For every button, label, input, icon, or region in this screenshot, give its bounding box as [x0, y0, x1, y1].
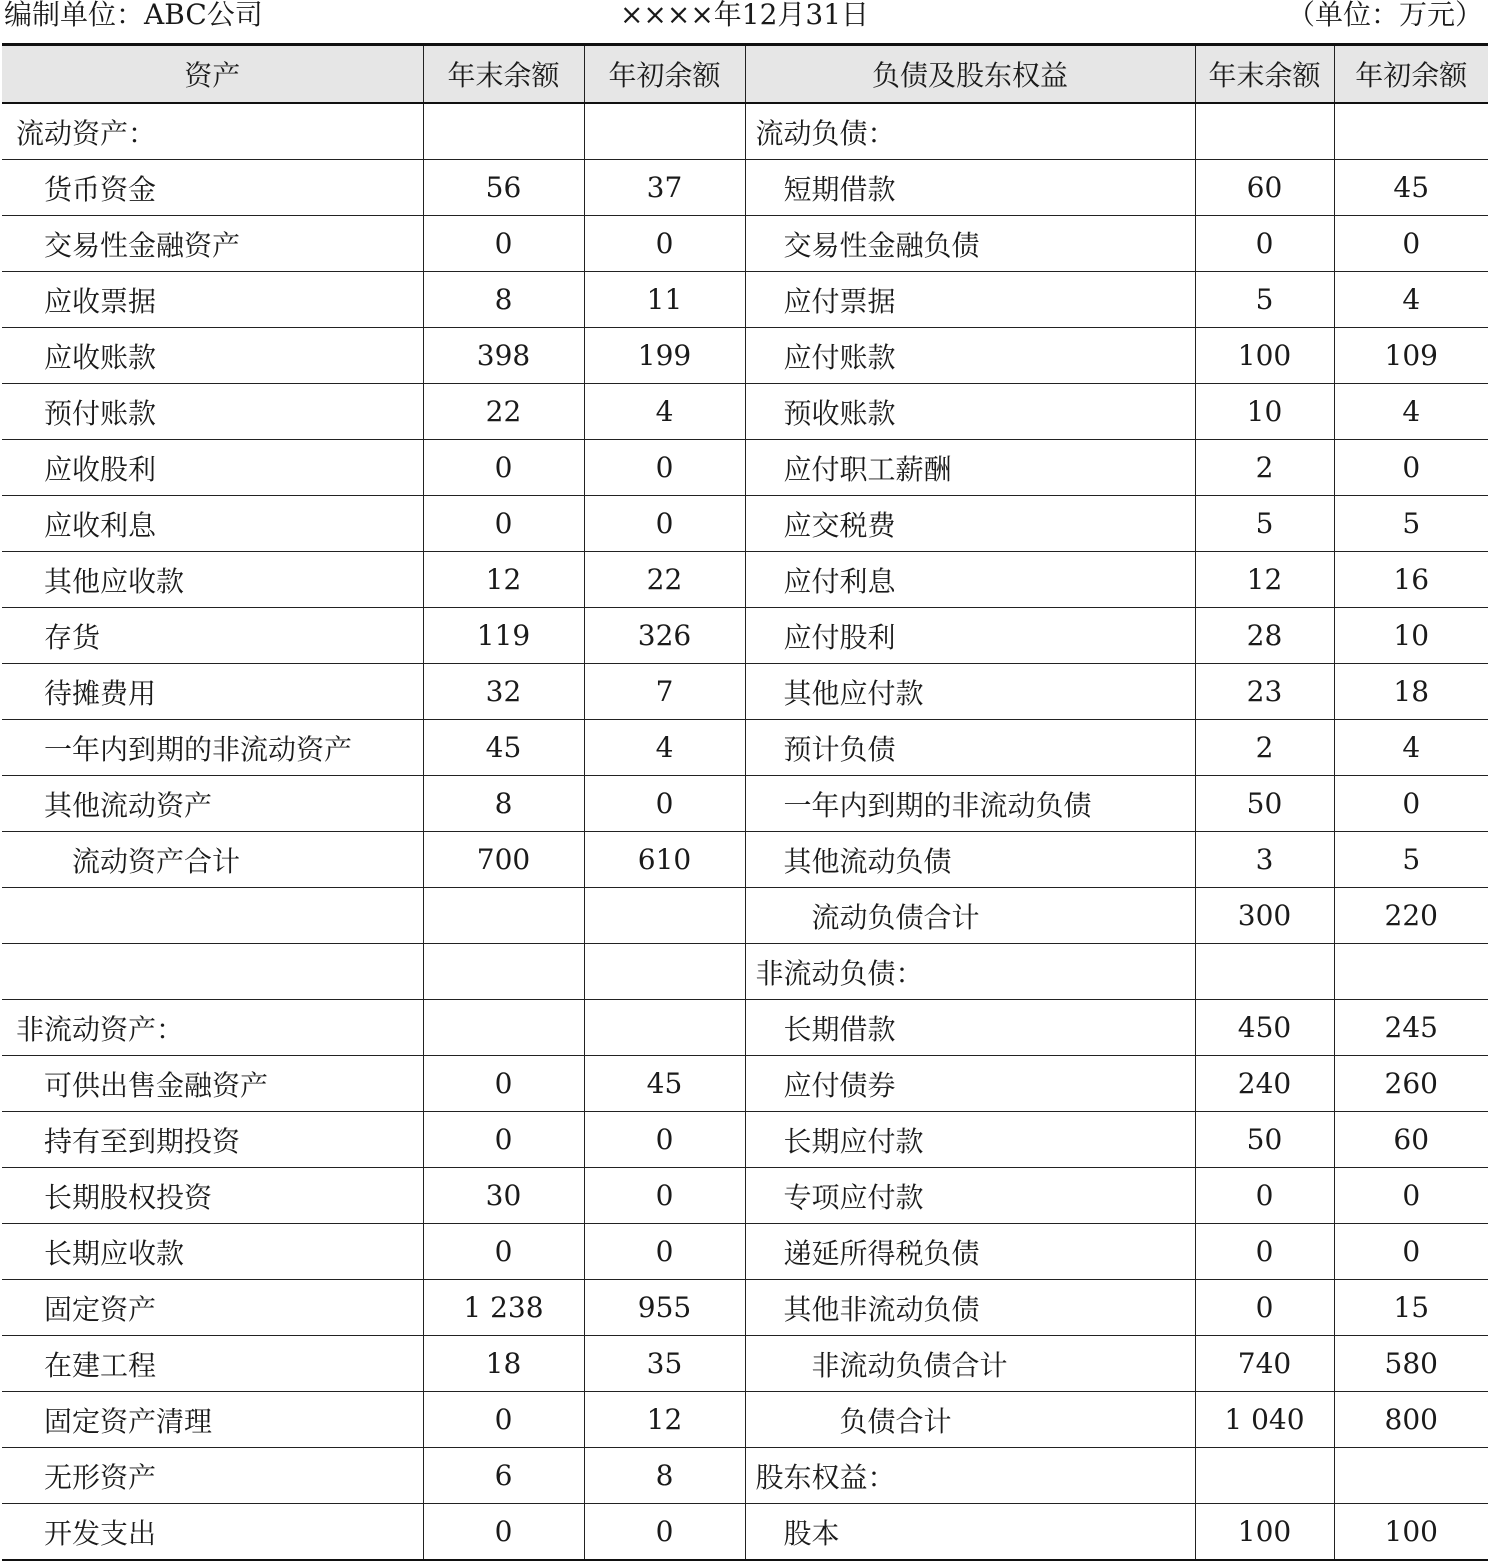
liability-end-value: 100	[1195, 1504, 1334, 1561]
asset-begin-value: 199	[584, 328, 745, 384]
liability-begin-value: 100	[1334, 1504, 1488, 1561]
asset-label: 流动资产：	[2, 103, 423, 160]
liability-label: 应付票据	[745, 272, 1195, 328]
table-row	[2, 103, 1488, 160]
asset-end-value: 8	[423, 776, 584, 832]
asset-label	[2, 944, 423, 1000]
asset-begin-value: 11	[584, 272, 745, 328]
liability-label: 其他流动负债	[745, 832, 1195, 888]
liability-end-value	[1195, 944, 1334, 1000]
liability-begin-value	[1334, 944, 1488, 1000]
liability-begin-value: 109	[1334, 328, 1488, 384]
asset-begin-value: 0	[584, 216, 745, 272]
liability-end-value: 5	[1195, 272, 1334, 328]
liability-end-value: 3	[1195, 832, 1334, 888]
asset-end-value: 0	[423, 1224, 584, 1280]
reporting-entity: 编制单位：ABC公司	[4, 0, 263, 31]
table-row	[2, 1000, 1488, 1056]
asset-begin-value: 0	[584, 776, 745, 832]
table-row	[2, 944, 1488, 1000]
liability-label: 预计负债	[745, 720, 1195, 776]
liability-label: 应付账款	[745, 328, 1195, 384]
asset-end-value: 1 238	[423, 1280, 584, 1336]
liability-begin-value: 15	[1334, 1280, 1488, 1336]
asset-begin-value	[584, 1000, 745, 1056]
asset-begin-value: 610	[584, 832, 745, 888]
liability-label: 非流动负债：	[745, 944, 1195, 1000]
asset-end-value: 119	[423, 608, 584, 664]
table-row	[2, 1280, 1488, 1336]
table-row	[2, 1056, 1488, 1112]
asset-begin-value: 955	[584, 1280, 745, 1336]
liability-begin-value: 0	[1334, 1168, 1488, 1224]
liability-label: 应交税费	[745, 496, 1195, 552]
table-row	[2, 328, 1488, 384]
col-header-liabilities: 负债及股东权益	[745, 45, 1195, 104]
asset-label: 固定资产	[2, 1280, 423, 1336]
liability-label: 应付利息	[745, 552, 1195, 608]
asset-end-value: 8	[423, 272, 584, 328]
liability-label: 流动负债合计	[745, 888, 1195, 944]
asset-label: 应收账款	[2, 328, 423, 384]
asset-label: 一年内到期的非流动资产	[2, 720, 423, 776]
liability-end-value: 10	[1195, 384, 1334, 440]
asset-begin-value: 22	[584, 552, 745, 608]
asset-end-value: 0	[423, 216, 584, 272]
col-header-assets-begin: 年初余额	[584, 45, 745, 104]
table-row	[2, 720, 1488, 776]
liability-end-value: 2	[1195, 720, 1334, 776]
table-row	[2, 1448, 1488, 1504]
table-row	[2, 552, 1488, 608]
asset-begin-value: 0	[584, 1112, 745, 1168]
liability-end-value: 100	[1195, 328, 1334, 384]
table-row	[2, 384, 1488, 440]
liability-label: 一年内到期的非流动负债	[745, 776, 1195, 832]
liability-label: 应付股利	[745, 608, 1195, 664]
liability-begin-value: 45	[1334, 160, 1488, 216]
table-row	[2, 1504, 1488, 1561]
asset-label: 其他流动资产	[2, 776, 423, 832]
liability-begin-value: 0	[1334, 1224, 1488, 1280]
col-header-liab-begin: 年初余额	[1334, 45, 1488, 104]
table-row	[2, 832, 1488, 888]
table-row	[2, 160, 1488, 216]
asset-label: 开发支出	[2, 1504, 423, 1561]
asset-begin-value	[584, 888, 745, 944]
asset-end-value	[423, 944, 584, 1000]
table-row	[2, 1168, 1488, 1224]
liability-begin-value: 16	[1334, 552, 1488, 608]
liability-label: 长期借款	[745, 1000, 1195, 1056]
table-row	[2, 608, 1488, 664]
asset-end-value: 0	[423, 496, 584, 552]
liability-end-value: 1 040	[1195, 1392, 1334, 1448]
asset-begin-value: 0	[584, 440, 745, 496]
asset-begin-value: 326	[584, 608, 745, 664]
table-body	[2, 103, 1488, 1560]
asset-begin-value	[584, 103, 745, 160]
asset-label: 交易性金融资产	[2, 216, 423, 272]
table-row	[2, 1224, 1488, 1280]
liability-begin-value: 4	[1334, 720, 1488, 776]
table-row	[2, 1336, 1488, 1392]
liability-label: 应付债券	[745, 1056, 1195, 1112]
liability-end-value: 12	[1195, 552, 1334, 608]
asset-begin-value: 0	[584, 1168, 745, 1224]
col-header-assets-end: 年末余额	[423, 45, 584, 104]
asset-label: 在建工程	[2, 1336, 423, 1392]
liability-label: 长期应付款	[745, 1112, 1195, 1168]
table-row	[2, 776, 1488, 832]
liability-begin-value: 60	[1334, 1112, 1488, 1168]
sheet-header	[0, 0, 1489, 40]
asset-begin-value: 0	[584, 1224, 745, 1280]
asset-label: 固定资产清理	[2, 1392, 423, 1448]
asset-label: 存货	[2, 608, 423, 664]
liability-end-value: 240	[1195, 1056, 1334, 1112]
liability-begin-value: 5	[1334, 832, 1488, 888]
liability-label: 非流动负债合计	[745, 1336, 1195, 1392]
liability-label: 短期借款	[745, 160, 1195, 216]
asset-end-value: 56	[423, 160, 584, 216]
liability-end-value	[1195, 1448, 1334, 1504]
asset-end-value: 700	[423, 832, 584, 888]
liability-begin-value	[1334, 1448, 1488, 1504]
liability-label: 预收账款	[745, 384, 1195, 440]
asset-begin-value: 35	[584, 1336, 745, 1392]
liability-begin-value: 0	[1334, 216, 1488, 272]
liability-begin-value: 0	[1334, 440, 1488, 496]
asset-end-value: 398	[423, 328, 584, 384]
liability-begin-value: 5	[1334, 496, 1488, 552]
liability-begin-value: 0	[1334, 776, 1488, 832]
col-header-assets: 资产	[2, 45, 423, 104]
liability-begin-value: 10	[1334, 608, 1488, 664]
liability-end-value: 0	[1195, 1168, 1334, 1224]
asset-end-value: 12	[423, 552, 584, 608]
currency-unit: （单位：万元）	[1286, 0, 1483, 31]
asset-label: 应收股利	[2, 440, 423, 496]
liability-begin-value	[1334, 103, 1488, 160]
liability-end-value: 0	[1195, 1224, 1334, 1280]
asset-label: 货币资金	[2, 160, 423, 216]
liability-begin-value: 245	[1334, 1000, 1488, 1056]
liability-begin-value: 4	[1334, 272, 1488, 328]
asset-label: 长期股权投资	[2, 1168, 423, 1224]
asset-label	[2, 888, 423, 944]
liability-begin-value: 260	[1334, 1056, 1488, 1112]
liability-end-value: 5	[1195, 496, 1334, 552]
asset-begin-value: 12	[584, 1392, 745, 1448]
table-row	[2, 1392, 1488, 1448]
liability-label: 其他应付款	[745, 664, 1195, 720]
liability-end-value: 450	[1195, 1000, 1334, 1056]
col-header-liab-end: 年末余额	[1195, 45, 1334, 104]
report-date: ××××年12月31日	[619, 0, 870, 31]
asset-end-value: 0	[423, 1112, 584, 1168]
asset-end-value: 0	[423, 1504, 584, 1561]
asset-label: 应收利息	[2, 496, 423, 552]
asset-end-value: 18	[423, 1336, 584, 1392]
asset-begin-value: 8	[584, 1448, 745, 1504]
liability-end-value: 50	[1195, 1112, 1334, 1168]
asset-begin-value: 4	[584, 384, 745, 440]
liability-label: 股东权益：	[745, 1448, 1195, 1504]
asset-end-value: 0	[423, 1392, 584, 1448]
table-row	[2, 664, 1488, 720]
liability-begin-value: 800	[1334, 1392, 1488, 1448]
asset-end-value: 45	[423, 720, 584, 776]
asset-end-value	[423, 1000, 584, 1056]
balance-sheet-table	[2, 43, 1488, 1561]
asset-begin-value: 0	[584, 1504, 745, 1561]
asset-end-value	[423, 888, 584, 944]
liability-label: 专项应付款	[745, 1168, 1195, 1224]
liability-label: 流动负债：	[745, 103, 1195, 160]
table-row	[2, 888, 1488, 944]
liability-label: 递延所得税负债	[745, 1224, 1195, 1280]
asset-end-value	[423, 103, 584, 160]
liability-label: 交易性金融负债	[745, 216, 1195, 272]
asset-begin-value: 0	[584, 496, 745, 552]
asset-end-value: 0	[423, 440, 584, 496]
asset-label: 非流动资产：	[2, 1000, 423, 1056]
asset-begin-value	[584, 944, 745, 1000]
liability-end-value: 300	[1195, 888, 1334, 944]
liability-begin-value: 220	[1334, 888, 1488, 944]
liability-begin-value: 4	[1334, 384, 1488, 440]
liability-label: 应付职工薪酬	[745, 440, 1195, 496]
asset-label: 待摊费用	[2, 664, 423, 720]
liability-end-value: 0	[1195, 216, 1334, 272]
liability-begin-value: 580	[1334, 1336, 1488, 1392]
asset-label: 无形资产	[2, 1448, 423, 1504]
liability-end-value: 50	[1195, 776, 1334, 832]
liability-end-value: 2	[1195, 440, 1334, 496]
liability-end-value: 28	[1195, 608, 1334, 664]
liability-label: 其他非流动负债	[745, 1280, 1195, 1336]
liability-end-value: 0	[1195, 1280, 1334, 1336]
liability-end-value: 60	[1195, 160, 1334, 216]
asset-begin-value: 7	[584, 664, 745, 720]
liability-end-value	[1195, 103, 1334, 160]
table-row	[2, 272, 1488, 328]
asset-end-value: 32	[423, 664, 584, 720]
asset-label: 持有至到期投资	[2, 1112, 423, 1168]
table-row	[2, 1112, 1488, 1168]
asset-begin-value: 45	[584, 1056, 745, 1112]
liability-begin-value: 18	[1334, 664, 1488, 720]
asset-end-value: 30	[423, 1168, 584, 1224]
liability-end-value: 23	[1195, 664, 1334, 720]
asset-label: 其他应收款	[2, 552, 423, 608]
asset-end-value: 22	[423, 384, 584, 440]
table-row	[2, 216, 1488, 272]
asset-end-value: 0	[423, 1056, 584, 1112]
asset-label: 可供出售金融资产	[2, 1056, 423, 1112]
liability-label: 负债合计	[745, 1392, 1195, 1448]
table-row	[2, 440, 1488, 496]
asset-begin-value: 37	[584, 160, 745, 216]
liability-label: 股本	[745, 1504, 1195, 1561]
asset-begin-value: 4	[584, 720, 745, 776]
asset-label: 预付账款	[2, 384, 423, 440]
asset-label: 长期应收款	[2, 1224, 423, 1280]
asset-end-value: 6	[423, 1448, 584, 1504]
asset-label: 流动资产合计	[2, 832, 423, 888]
liability-end-value: 740	[1195, 1336, 1334, 1392]
table-row	[2, 496, 1488, 552]
asset-label: 应收票据	[2, 272, 423, 328]
table-header-row	[2, 45, 1488, 104]
